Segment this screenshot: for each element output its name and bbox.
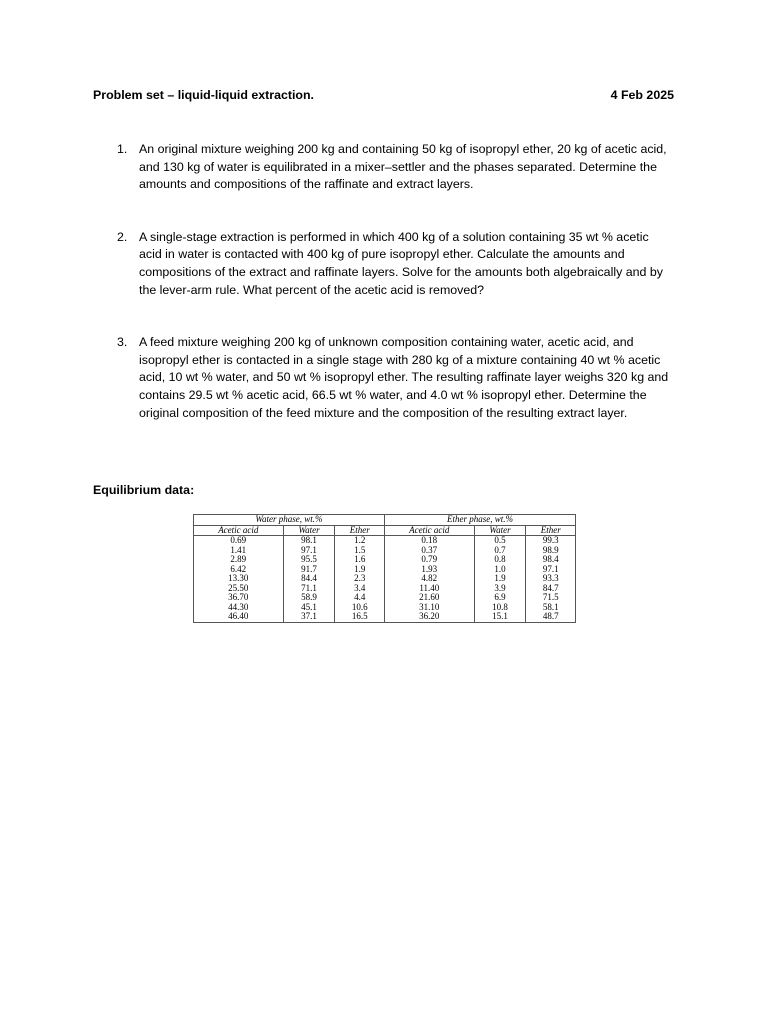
table-cell: 98.9	[526, 546, 576, 556]
problem-item	[93, 229, 674, 299]
table-cell: 0.7	[474, 546, 526, 556]
table-cell: 95.5	[283, 555, 335, 565]
table-cell: 46.40	[194, 612, 284, 622]
column-header: Acetic acid	[384, 525, 474, 536]
table-cell: 0.5	[474, 536, 526, 546]
table-cell: 97.1	[526, 565, 576, 575]
table-cell: 97.1	[283, 546, 335, 556]
table-row	[194, 603, 576, 613]
table-cell: 31.10	[384, 603, 474, 613]
document-header	[93, 88, 674, 102]
table-cell: 37.1	[283, 612, 335, 622]
table-cell: 1.2	[335, 536, 385, 546]
table-cell: 45.1	[283, 603, 335, 613]
table-row	[194, 555, 576, 565]
table-cell: 2.3	[335, 574, 385, 584]
table-cell: 44.30	[194, 603, 284, 613]
column-header: Ether	[335, 525, 385, 536]
table-cell: 3.9	[474, 584, 526, 594]
table-cell: 1.93	[384, 565, 474, 575]
table-row	[194, 565, 576, 575]
table-row	[194, 584, 576, 594]
table-cell: 21.60	[384, 593, 474, 603]
water-phase-header: Water phase, wt.%	[194, 515, 385, 526]
table-cell: 6.42	[194, 565, 284, 575]
problem-item	[93, 141, 674, 194]
problem-text: An original mixture weighing 200 kg and containing 50 kg of isopropyl ether, 20 kg of acetic acid, and 130 kg of water is equilibrated in a mixer–settler and the phases separated. Determine the amounts and compositions of the raffinate and extract layers.	[139, 142, 667, 192]
table-group-header-row	[194, 515, 576, 526]
table-cell: 10.8	[474, 603, 526, 613]
table-cell: 98.1	[283, 536, 335, 546]
document-date: 4 Feb 2025	[610, 88, 674, 102]
table-cell: 48.7	[526, 612, 576, 622]
problem-number: 1.	[117, 142, 128, 156]
table-row	[194, 536, 576, 546]
table-cell: 0.8	[474, 555, 526, 565]
table-row	[194, 593, 576, 603]
problem-item	[93, 334, 674, 422]
column-header: Acetic acid	[194, 525, 284, 536]
table-body	[194, 536, 576, 623]
table-cell: 1.41	[194, 546, 284, 556]
table-cell: 93.3	[526, 574, 576, 584]
ether-phase-header: Ether phase, wt.%	[384, 515, 575, 526]
table-cell: 1.0	[474, 565, 526, 575]
table-cell: 0.79	[384, 555, 474, 565]
table-cell: 4.82	[384, 574, 474, 584]
document-title: Problem set – liquid-liquid extraction.	[93, 88, 314, 102]
problem-text: A feed mixture weighing 200 kg of unknown composition containing water, acetic acid, and isopropyl ether is contacted in a single stage with 280 kg of a mixture containing 40 wt % acetic acid, 10 wt % water, and 50 wt % isopropyl ether. The resulting raffinate layer weighs 320 kg and contains 29.5 wt % acetic acid, 66.5 wt % water, and 4.0 wt % isopropyl ether. Determine the original composition of the feed mixture and the composition of the resulting extract layer.	[139, 335, 669, 420]
problem-number: 2.	[117, 229, 128, 244]
table-cell: 1.5	[335, 546, 385, 556]
table-cell: 58.9	[283, 593, 335, 603]
table-cell: 71.5	[526, 593, 576, 603]
table-cell: 99.3	[526, 536, 576, 546]
table-cell: 36.20	[384, 612, 474, 622]
table-cell: 6.9	[474, 593, 526, 603]
table-cell: 1.6	[335, 555, 385, 565]
table-cell: 98.4	[526, 555, 576, 565]
table-row	[194, 546, 576, 556]
equilibrium-heading: Equilibrium data:	[93, 483, 195, 497]
problem-number: 3.	[117, 335, 128, 350]
table-cell: 2.89	[194, 555, 284, 565]
table-row	[194, 612, 576, 622]
table-cell: 13.30	[194, 574, 284, 584]
table-cell: 1.9	[335, 565, 385, 575]
problem-text: A single-stage extraction is performed in which 400 kg of a solution containing 35 wt % acetic acid in water is contacted with 400 kg of pure isopropyl ether. Calculate the amounts and compositions of the extract and raffinate layers. Solve for the amounts both algebraically and by the lever-arm rule. What percent of the acetic acid is removed?	[139, 229, 663, 297]
table-row	[194, 574, 576, 584]
problem-list	[93, 141, 674, 457]
column-header: Ether	[526, 525, 576, 536]
table-cell: 25.50	[194, 584, 284, 594]
table-cell: 11.40	[384, 584, 474, 594]
column-header: Water	[283, 525, 335, 536]
table-cell: 58.1	[526, 603, 576, 613]
table-cell: 84.4	[283, 574, 335, 584]
table-cell: 91.7	[283, 565, 335, 575]
equilibrium-table	[193, 514, 576, 623]
table-cell: 0.37	[384, 546, 474, 556]
table-cell: 84.7	[526, 584, 576, 594]
table-cell: 15.1	[474, 612, 526, 622]
table-cell: 0.18	[384, 536, 474, 546]
table-cell: 16.5	[335, 612, 385, 622]
column-header: Water	[474, 525, 526, 536]
table-column-header-row	[194, 525, 576, 536]
table-cell: 4.4	[335, 593, 385, 603]
table-cell: 1.9	[474, 574, 526, 584]
table-cell: 10.6	[335, 603, 385, 613]
table-cell: 3.4	[335, 584, 385, 594]
table-cell: 71.1	[283, 584, 335, 594]
table-cell: 36.70	[194, 593, 284, 603]
table-cell: 0.69	[194, 536, 284, 546]
